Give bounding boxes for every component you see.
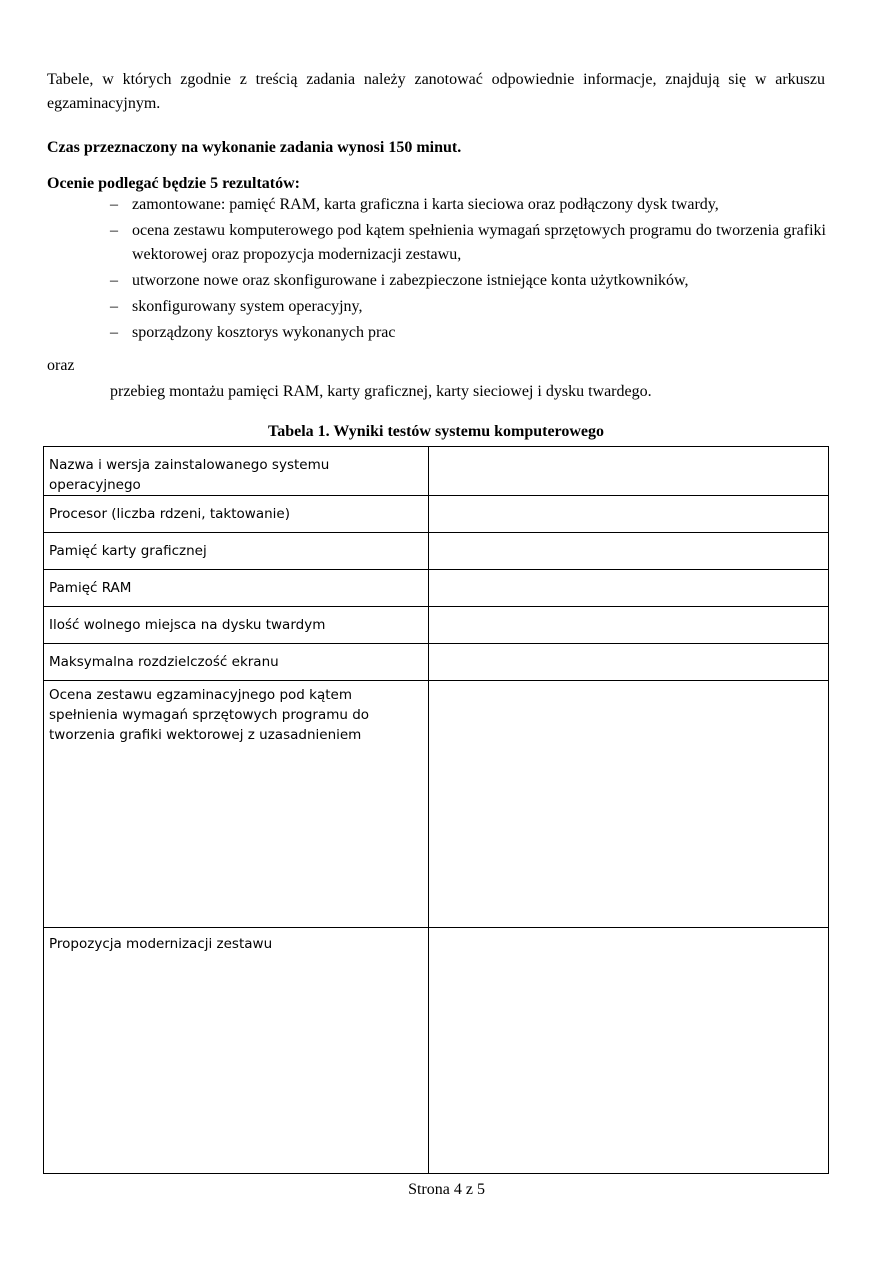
table-row — [44, 447, 829, 496]
row-value-cell[interactable] — [429, 533, 829, 570]
list-item — [110, 219, 826, 267]
row-value-cell[interactable] — [429, 496, 829, 533]
list-item-text: skonfigurowany system operacyjny, — [132, 298, 363, 315]
list-item — [110, 269, 826, 293]
list-item — [110, 295, 826, 319]
list-item-text: ocena zestawu komputerowego pod kątem spełnienia wymagań sprzętowych programu do tworzenia grafiki wektorowej oraz propozycja modernizacji zestawu, — [132, 222, 826, 263]
row-value-cell[interactable] — [429, 928, 829, 1174]
row-value-cell[interactable] — [429, 447, 829, 496]
table-row — [44, 496, 829, 533]
dash-bullet: – — [110, 298, 118, 315]
row-label: Propozycja modernizacji zestawu — [44, 928, 429, 1174]
list-item-text: utworzone nowe oraz skonfigurowane i zabezpieczone istniejące konta użytkowników, — [132, 272, 689, 289]
list-item — [110, 193, 826, 217]
results-list — [110, 193, 826, 347]
table-row — [44, 681, 829, 928]
assembly-process-text: przebieg montażu pamięci RAM, karty graficznej, karty sieciowej i dysku twardego. — [110, 383, 652, 400]
dash-bullet: – — [110, 324, 118, 341]
table-row — [44, 570, 829, 607]
dash-bullet: – — [110, 222, 118, 239]
row-value-cell[interactable] — [429, 607, 829, 644]
row-label: Ocena zestawu egzaminacyjnego pod kątem spełnienia wymagań sprzętowych programu do tworzenia grafiki wektorowej z uzasadnieniem — [44, 681, 429, 928]
table-row — [44, 928, 829, 1174]
dash-bullet: – — [110, 196, 118, 213]
row-label: Procesor (liczba rdzeni, taktowanie) — [44, 496, 429, 533]
list-item-text: zamontowane: pamięć RAM, karta graficzna i karta sieciowa oraz podłączony dysk twardy, — [132, 196, 719, 213]
list-item — [110, 321, 826, 345]
row-value-cell[interactable] — [429, 644, 829, 681]
intro-paragraph: Tabele, w których zgodnie z treścią zadania należy zanotować odpowiednie informacje, znajdują się w arkuszu egzaminacyjnym. — [47, 71, 825, 112]
list-item-text: sporządzony kosztorys wykonanych prac — [132, 324, 396, 341]
row-label: Pamięć RAM — [44, 570, 429, 607]
system-test-results-table — [43, 446, 829, 1174]
row-label: Pamięć karty graficznej — [44, 533, 429, 570]
table-row — [44, 533, 829, 570]
row-value-cell[interactable] — [429, 681, 829, 928]
oraz-text: oraz — [47, 357, 75, 374]
page-number-footer: Strona 4 z 5 — [408, 1181, 485, 1198]
table-title: Tabela 1. Wyniki testów systemu komputerowego — [267, 423, 605, 440]
row-label: Maksymalna rozdzielczość ekranu — [44, 644, 429, 681]
time-limit-text: Czas przeznaczony na wykonanie zadania wynosi 150 minut. — [47, 139, 462, 156]
row-value-cell[interactable] — [429, 570, 829, 607]
table-row — [44, 607, 829, 644]
row-label: Nazwa i wersja zainstalowanego systemu operacyjnego — [44, 447, 429, 496]
dash-bullet: – — [110, 272, 118, 289]
results-heading: Ocenie podlegać będzie 5 rezultatów: — [47, 175, 300, 192]
table-row — [44, 644, 829, 681]
row-label: Ilość wolnego miejsca na dysku twardym — [44, 607, 429, 644]
